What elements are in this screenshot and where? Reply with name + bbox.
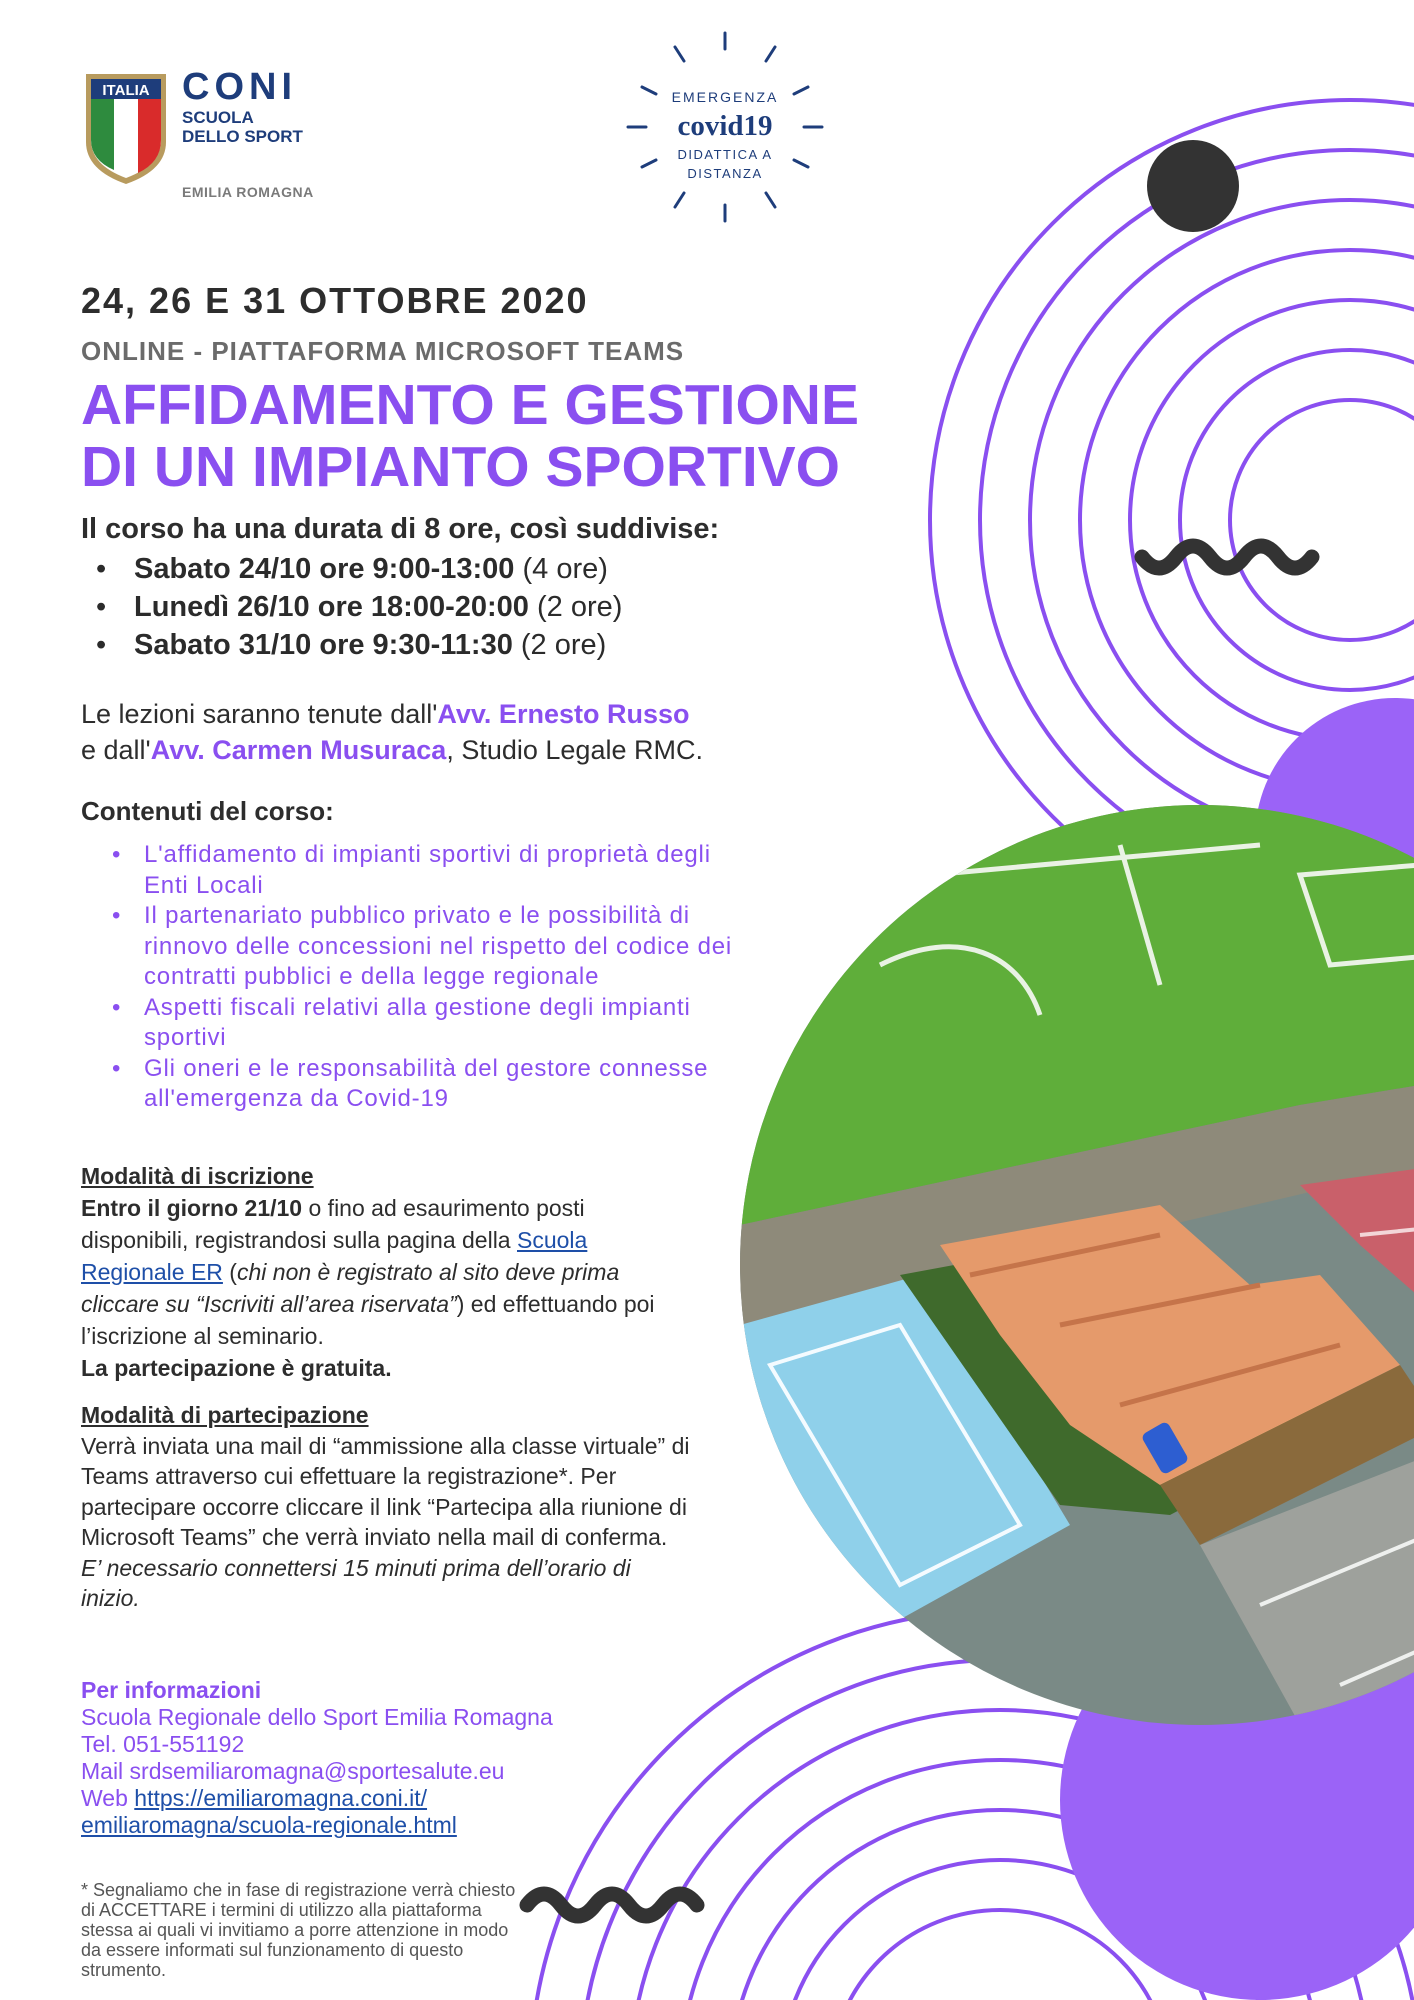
list-item: • Gli oneri e le responsabilità del gestore connesse all'emergenza da Covid-19 [112, 1054, 752, 1115]
footnote: * Segnaliamo che in fase di registrazione verrà chiesto di ACCETTARE i termini di utilizzo alla piattaforma stessa ai quali vi invitiamo a porre attenzione in modo da essere informati sul funzionamento di questo strumento. [81, 1880, 516, 1980]
free-participation: La partecipazione è gratuita. [81, 1355, 392, 1381]
event-title [81, 374, 901, 498]
registration-heading: Modalità di iscrizione [81, 1163, 314, 1189]
participation-heading: Modalità di partecipazione [81, 1402, 369, 1428]
shield-label: ITALIA [102, 82, 150, 99]
contents-list [112, 840, 752, 1115]
org-subtitle-line2: DELLO SPORT [182, 127, 303, 146]
info-tel: Tel. 051-551192 [81, 1731, 245, 1757]
badge-bottom-text-2: DISTANZA [687, 166, 763, 181]
participation-note: E’ necessario connettersi 15 minuti prima dell’orario di inizio. [81, 1554, 631, 1611]
coni-italia-shield-logo [82, 70, 170, 188]
org-subtitle [182, 108, 332, 146]
contents-heading: Contenuti del corso: [81, 796, 334, 826]
registration-section: Modalità di iscrizione Entro il giorno 21/10 o fino ad esaurimento posti disponibili, registrandosi sulla pagina della Scuola Regionale ER (chi non è registrato al sito deve prima cliccare su “Iscriviti all’area riservata”) ed effettuando poi l’iscrizione al seminario. La partecipazione è gratuita. [81, 1160, 681, 1384]
schedule-list [96, 550, 796, 664]
org-name: CONI [182, 66, 297, 108]
info-school: Scuola Regionale dello Sport Emilia Romagna [81, 1704, 553, 1730]
list-item: • L'affidamento di impianti sportivi di proprietà degli Enti Locali [112, 840, 752, 901]
schedule-item: • Sabato 31/10 ore 9:30-11:30 (2 ore) [96, 626, 796, 664]
event-platform: ONLINE - PIATTAFORMA MICROSOFT TEAMS [81, 336, 685, 366]
title-line-1: AFFIDAMENTO E GESTIONE [81, 373, 859, 437]
lecturer-2: Avv. Carmen Musuraca [150, 735, 447, 765]
participation-text: Verrà inviata una mail di “ammissione alla classe virtuale” di Teams attraverso cui effettuare la registrazione*. Per partecipare occorre cliccare il link “Partecipa alla riunione di Microsoft Teams” che verrà inviato nella mail di conferma. [81, 1432, 690, 1550]
org-subtitle-line1: SCUOLA [182, 108, 254, 127]
lecturer-1: Avv. Ernesto Russo [437, 699, 690, 729]
website-link-cont[interactable]: emiliaromagna/scuola-regionale.html [81, 1812, 457, 1838]
list-item: • Aspetti fiscali relativi alla gestione degli impianti sportivi [112, 993, 752, 1054]
website-link[interactable]: https://emiliaromagna.coni.it/ [134, 1785, 428, 1811]
title-line-2: DI UN IMPIANTO SPORTIVO [81, 435, 841, 499]
badge-top-text: EMERGENZA [671, 89, 779, 105]
schedule-intro: Il corso ha una durata di 8 ore, così suddivise: [81, 513, 720, 545]
badge-main-text: covid19 [677, 110, 773, 142]
org-region: EMILIA ROMAGNA [182, 184, 314, 200]
zigzag-top [1142, 546, 1312, 568]
info-section: Per informazioni Scuola Regionale dello Sport Emilia Romagna Tel. 051-551192 Mail srdsemiliaromagna@sportesalute.eu Web https://emiliaromagna.coni.it/ emiliaromagna/scuola-regionale.html [81, 1677, 681, 1839]
event-date: 24, 26 E 31 OTTOBRE 2020 [81, 280, 589, 321]
info-mail: Mail srdsemiliaromagna@sportesalute.eu [81, 1758, 505, 1784]
registration-deadline: Entro il giorno 21/10 [81, 1195, 303, 1221]
schedule-item: • Sabato 24/10 ore 9:00-13:00 (4 ore) [96, 550, 796, 588]
participation-section [81, 1400, 691, 1614]
schedule-item: • Lunedì 26/10 ore 18:00-20:00 (2 ore) [96, 588, 796, 626]
scuola-regionale-link[interactable]: Scuola Regionale ER [81, 1227, 588, 1285]
list-item: • Il partenariato pubblico privato e le possibilità di rinnovo delle concessioni nel rispetto del codice dei contratti pubblici e della legge regionale [112, 901, 752, 993]
info-heading: Per informazioni [81, 1677, 262, 1703]
lecturers-text: Le lezioni saranno tenute dall'Avv. Ernesto Russo e dall'Avv. Carmen Musuraca, Studio Legale RMC. [81, 699, 703, 765]
covid-distance-learning-badge [620, 25, 830, 230]
dark-dot [1147, 140, 1239, 232]
badge-bottom-text-1: DIDATTICA A [677, 147, 773, 162]
